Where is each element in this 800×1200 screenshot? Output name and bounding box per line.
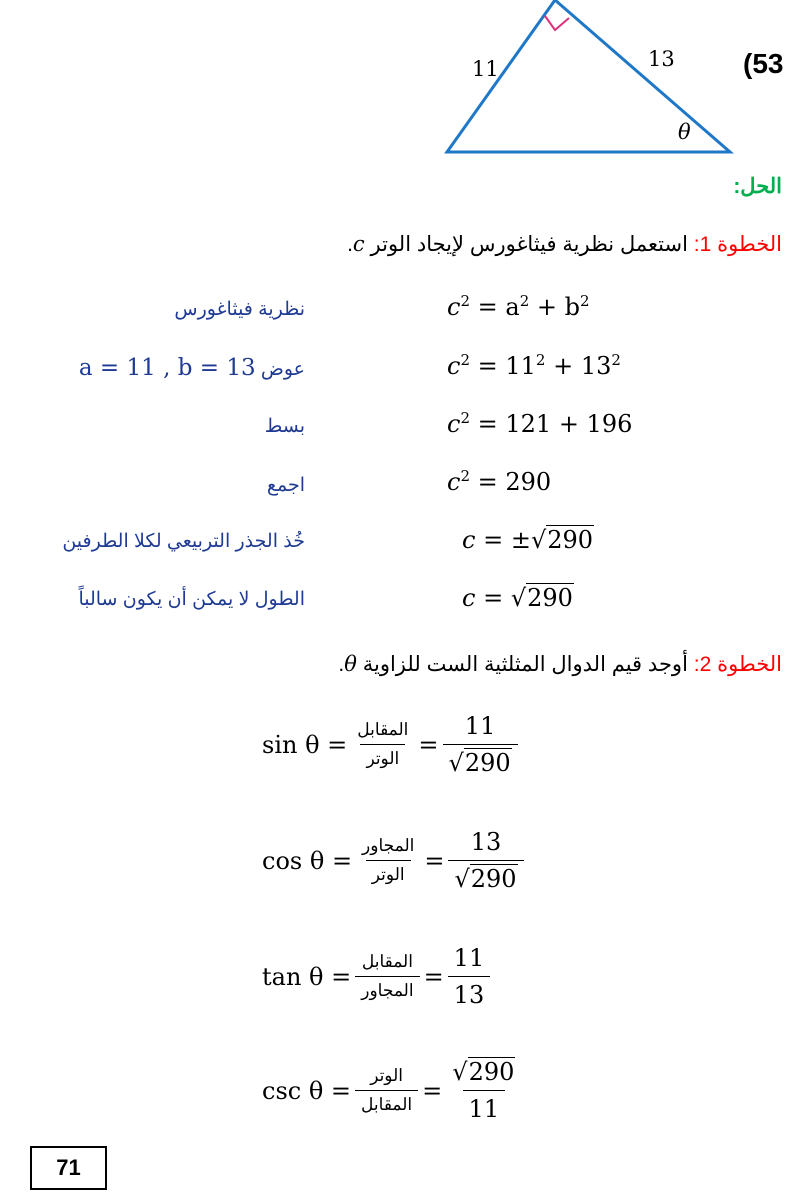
problem-number: (53 <box>743 48 784 79</box>
step2-text: أوجد قيم الدوال المثلثية الست للزاوية <box>362 653 688 676</box>
angle-label-theta: θ <box>678 120 691 144</box>
equation-2: $c^2 = 11^2 + 13^2$ <box>447 351 621 380</box>
trig-fn: csc θ <box>262 1076 324 1105</box>
step1-heading <box>347 232 782 257</box>
equation-4: $c^2 = 290$ <box>447 467 552 496</box>
side-label-left: 11 <box>472 57 499 81</box>
trig-sin: sin θ = $\frac{\text{المقابل}}{\text{الوتر}}$ = $\frac{11}{√290}$ <box>262 712 522 777</box>
note-3: بسط <box>264 416 305 437</box>
equation-1: $c^2 = a^2 + b^2$ <box>447 292 590 321</box>
step1-text: استعمل نظرية فيثاغورس لإيجاد الوتر <box>370 233 688 256</box>
step2-heading <box>338 652 782 677</box>
note-2-math: a = 11 , b = 13 <box>78 355 256 381</box>
step2-label: الخطوة 2: <box>693 653 782 676</box>
note-6: الطول لا يمكن أن يكون سالباً <box>78 589 305 610</box>
solution-label: الحل: <box>733 175 782 198</box>
note-5: خُذ الجذر التربيعي لكلا الطرفين <box>62 531 305 552</box>
trig-cos: cos θ = $\frac{\text{المجاور}}{\text{الوتر}}$ = $\frac{13}{√290}$ <box>262 828 528 893</box>
page-number: 71 <box>30 1146 107 1190</box>
step1-label: الخطوة 1: <box>693 233 782 256</box>
equation-3: $c^2 = 121 + 196$ <box>447 409 633 438</box>
step2-var: θ <box>344 652 357 676</box>
trig-fn: tan θ <box>262 962 324 991</box>
step1-var: c <box>352 232 365 256</box>
trig-csc: csc θ = $\frac{\text{الوتر}}{\text{المقابل}}$ = $\frac{√290}{11}$ <box>262 1058 515 1123</box>
note-2 <box>79 355 305 381</box>
equation-5: c = ±√290 <box>462 526 594 554</box>
step1-end: . <box>347 233 353 256</box>
step2-end: . <box>338 653 345 676</box>
note-4: اجمع <box>266 475 305 496</box>
right-angle-marker <box>545 16 569 30</box>
note-1: نظرية فيثاغورس <box>174 299 305 320</box>
equation-6: c = √290 <box>462 584 573 612</box>
trig-tan: tan θ = $\frac{\text{المقابل}}{\text{المجاور}}$ = $\frac{11}{13}$ <box>262 944 494 1009</box>
trig-fn: cos θ <box>262 846 325 875</box>
note-2-text: عوض <box>260 359 305 380</box>
side-label-right: 13 <box>648 47 675 71</box>
trig-fn: sin θ <box>262 730 320 759</box>
